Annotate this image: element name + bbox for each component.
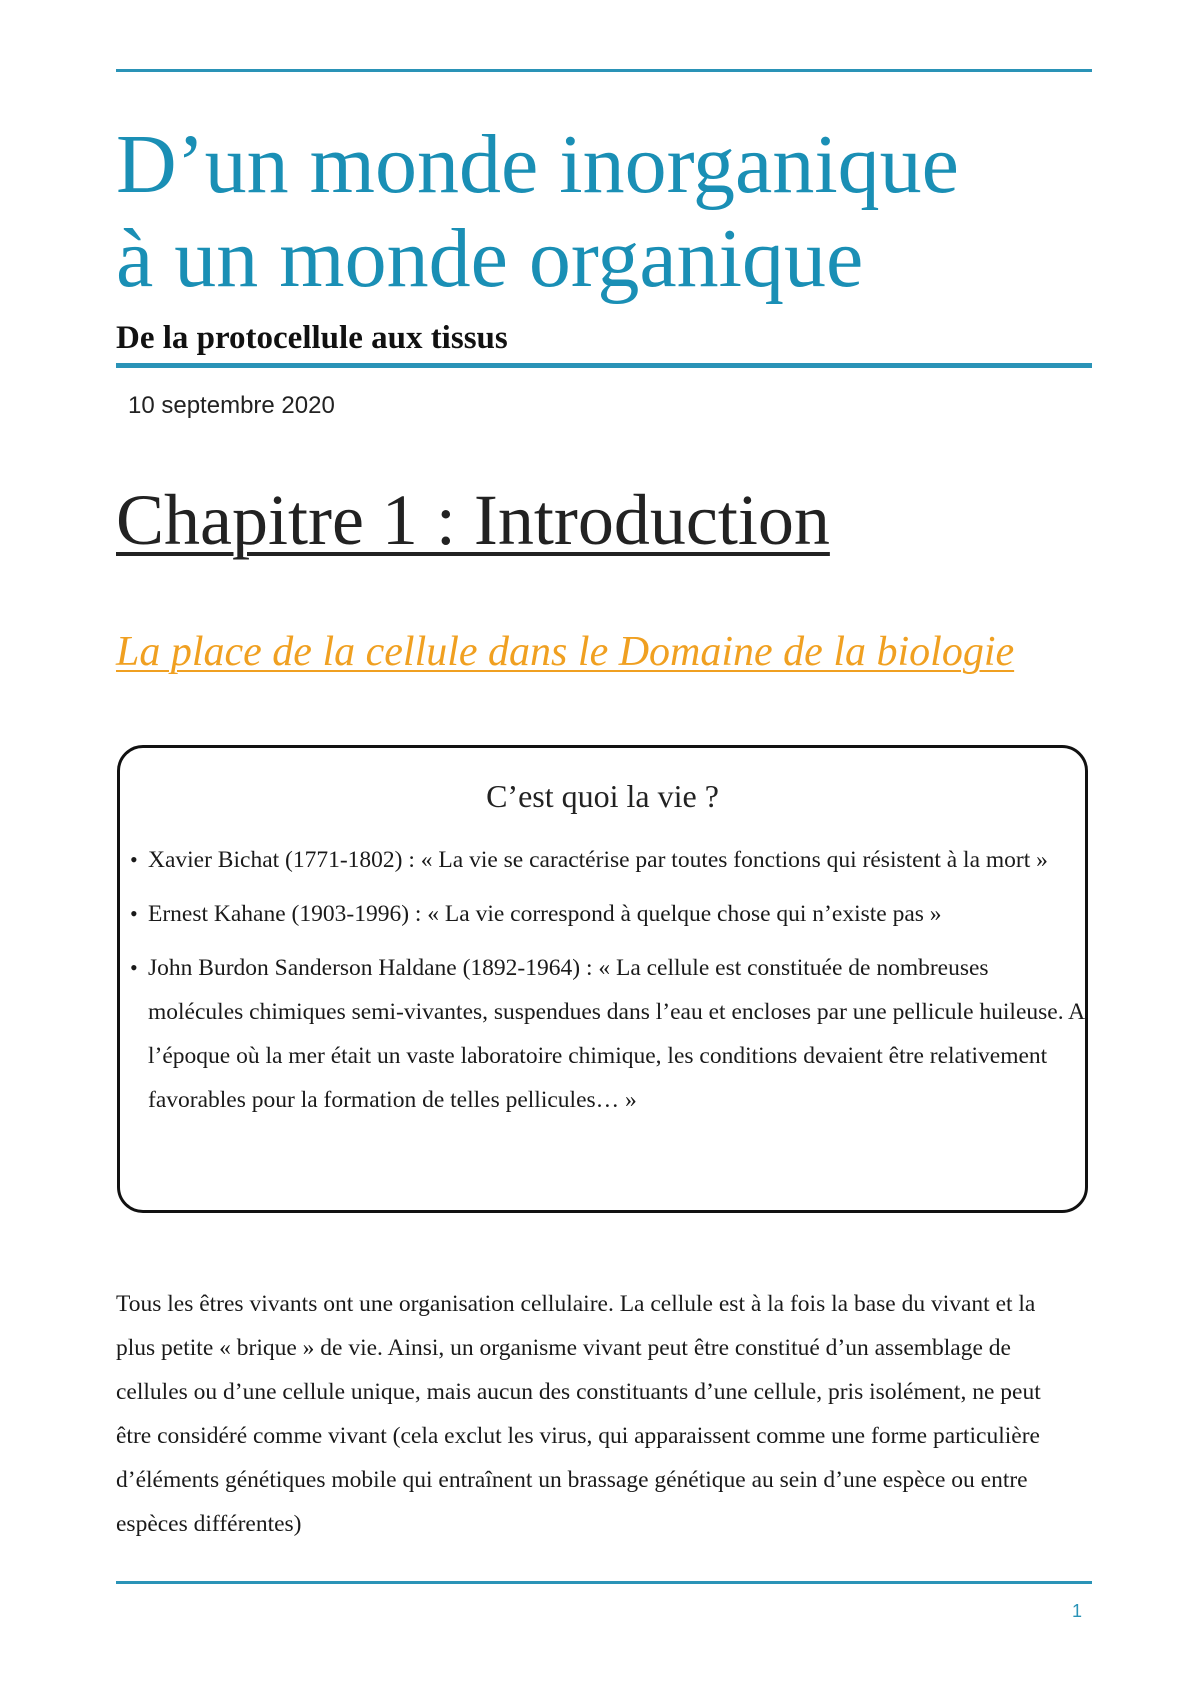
- document-title: [116, 118, 959, 306]
- document-title-line-1: D’un monde inorganique: [116, 118, 959, 211]
- bullet-icon: •: [130, 955, 138, 980]
- quote-text: Xavier Bichat (1771-1802) : « La vie se caractérise par toutes fonctions qui résistent à la mort »: [148, 847, 1048, 873]
- chapter-heading: Chapitre 1 : Introduction: [116, 480, 830, 560]
- bullet-icon: •: [130, 847, 138, 872]
- quote-item: [128, 892, 1086, 936]
- quote-text: John Burdon Sanderson Haldane (1892-1964) : « La cellule est constituée de nombreuses molécules chimiques semi-vivantes, suspendues dans l’eau et encloses par une pellicule huileuse. A l’époque où la mer était un vaste laboratoire chimique, les conditions devaient être relativement favorables pour la formation de telles pellicules… »: [148, 955, 1084, 1113]
- title-divider-rule: [116, 363, 1092, 368]
- document-subtitle: De la protocellule aux tissus: [116, 320, 508, 356]
- bullet-icon: •: [130, 901, 138, 926]
- section-heading: La place de la cellule dans le Domaine de la biologie: [116, 629, 1015, 675]
- quote-text: Ernest Kahane (1903-1996) : « La vie correspond à quelque chose qui n’existe pas »: [148, 901, 942, 927]
- page-number: 1: [1072, 1601, 1083, 1621]
- quote-item: [128, 838, 1086, 882]
- quote-list: [128, 838, 1086, 1132]
- document-title-line-2: à un monde organique: [116, 212, 864, 305]
- quote-item: [128, 946, 1086, 1122]
- header-top-rule: [116, 69, 1092, 72]
- document-date: 10 septembre 2020: [128, 392, 335, 419]
- definition-box: [117, 745, 1088, 1213]
- definition-box-title: C’est quoi la vie ?: [486, 778, 719, 814]
- footer-rule: [116, 1581, 1092, 1584]
- body-paragraph: Tous les êtres vivants ont une organisation cellulaire. La cellule est à la fois la base du vivant et la plus petite « brique » de vie. Ainsi, un organisme vivant peut être constitué d’un assemblage de cellules ou d’une cellule unique, mais aucun des constituants d’une cellule, pris isolément, ne peut être considéré comme vivant (cela exclut les virus, qui apparaissent comme une forme particulière d’éléments génétiques mobile qui entraînent un brassage génétique au sein d’une espèce ou entre espèces différentes): [116, 1291, 1041, 1537]
